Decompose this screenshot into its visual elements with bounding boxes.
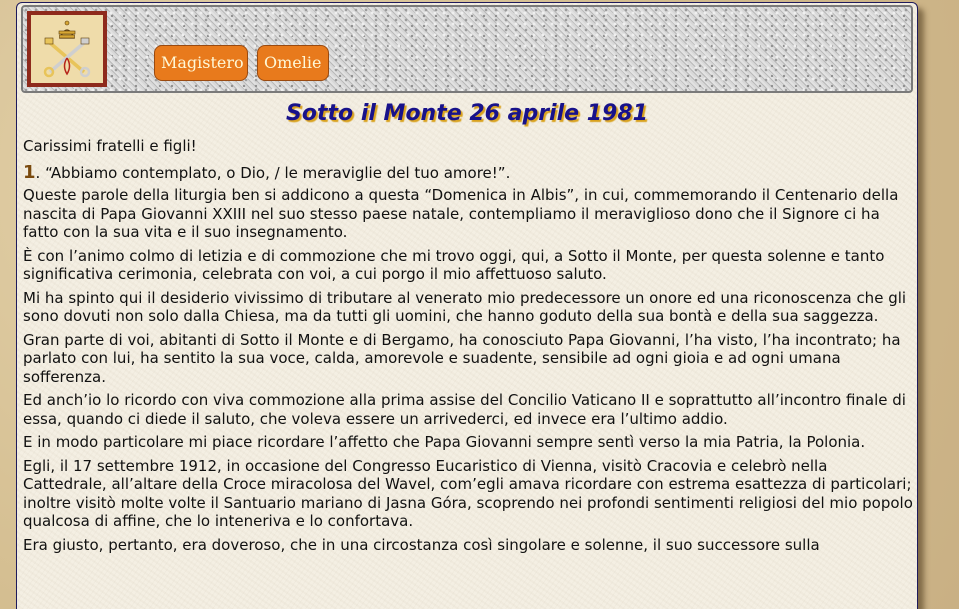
section-number: 1 — [23, 161, 36, 183]
nav-button-magistero[interactable]: Magistero — [154, 45, 248, 81]
page-title: Sotto il Monte 26 aprile 1981 — [286, 101, 648, 126]
paragraph: Gran parte di voi, abitanti di Sotto il Monte e di Bergamo, ha conosciuto Papa Giovanni, l’ha visto, l’ha incontrato; ha parlato con lui, ha sentito la sua voce, calda, amorevole e suadente, sensibile ad ogni gioia e ad ogni umana sofferenza. — [23, 330, 901, 386]
crest-emblem — [36, 18, 98, 80]
homily-text — [23, 137, 913, 559]
paragraph: È con l’animo colmo di letizia e di commozione che mi trovo oggi, qui, a Sotto il Monte, per questa solenne e tanto significativa cerimonia, celebrata con voi, a cui porgo il mio affettuoso saluto. — [23, 246, 885, 283]
paragraph: Mi ha spinto qui il desiderio vivissimo di tributare al venerato mio predecessore un onore ed una riconoscenza che gli sono dovuti non solo dalla Chiesa, ma da tutti gli uomini, che hanno goduto della sua bontà e della sua saggezza. — [23, 288, 907, 325]
page-frame — [16, 2, 918, 609]
section-heading — [23, 161, 913, 183]
header-banner — [21, 5, 913, 93]
greeting: Carissimi fratelli e figli! — [23, 137, 197, 155]
papal-coat-of-arms-icon[interactable] — [27, 11, 107, 87]
nav-button-omelie[interactable]: Omelie — [257, 45, 329, 81]
paragraph: Egli, il 17 settembre 1912, in occasione del Congresso Eucaristico di Vienna, visitò Cracovia e celebrò nella Cattedrale, all’altare della Croce miracolosa del Wavel, com’egli amava ricordare con estrema esattezza di particolari; inoltre visitò molte volte il Santuario mariano di Jasna Góra, scoprendo nei profondi sentimenti religiosi del mio popolo qualcosa di affine, che lo inteneriva e lo confortava. — [23, 456, 913, 530]
paragraph: E in modo particolare mi piace ricordare l’affetto che Papa Giovanni sempre sentì verso la mia Patria, la Polonia. — [23, 433, 866, 451]
paragraph: Era giusto, pertanto, era doveroso, che in una circostanza così singolare e solenne, il suo successore sulla — [23, 535, 820, 554]
paragraph: Queste parole della liturgia ben si addicono a questa “Domenica in Albis”, in cui, commemorando il Centenario della nascita di Papa Giovanni XXIII nel suo stesso paese natale, contempliamo il meraviglioso dono che il Signore ci ha fatto con la sua vita e il suo insegnamento. — [23, 186, 899, 241]
paragraph: Ed anch’io lo ricordo con viva commozione alla prima assise del Concilio Vaticano II e soprattutto all’incontro finale di essa, quando ci diede il saluto, che voleva essere un arrivederci, ed invece era l’ultimo addio. — [23, 391, 906, 428]
section-quote: . “Abbiamo contemplato, o Dio, / le meraviglie del tuo amore!”. — [35, 163, 511, 182]
